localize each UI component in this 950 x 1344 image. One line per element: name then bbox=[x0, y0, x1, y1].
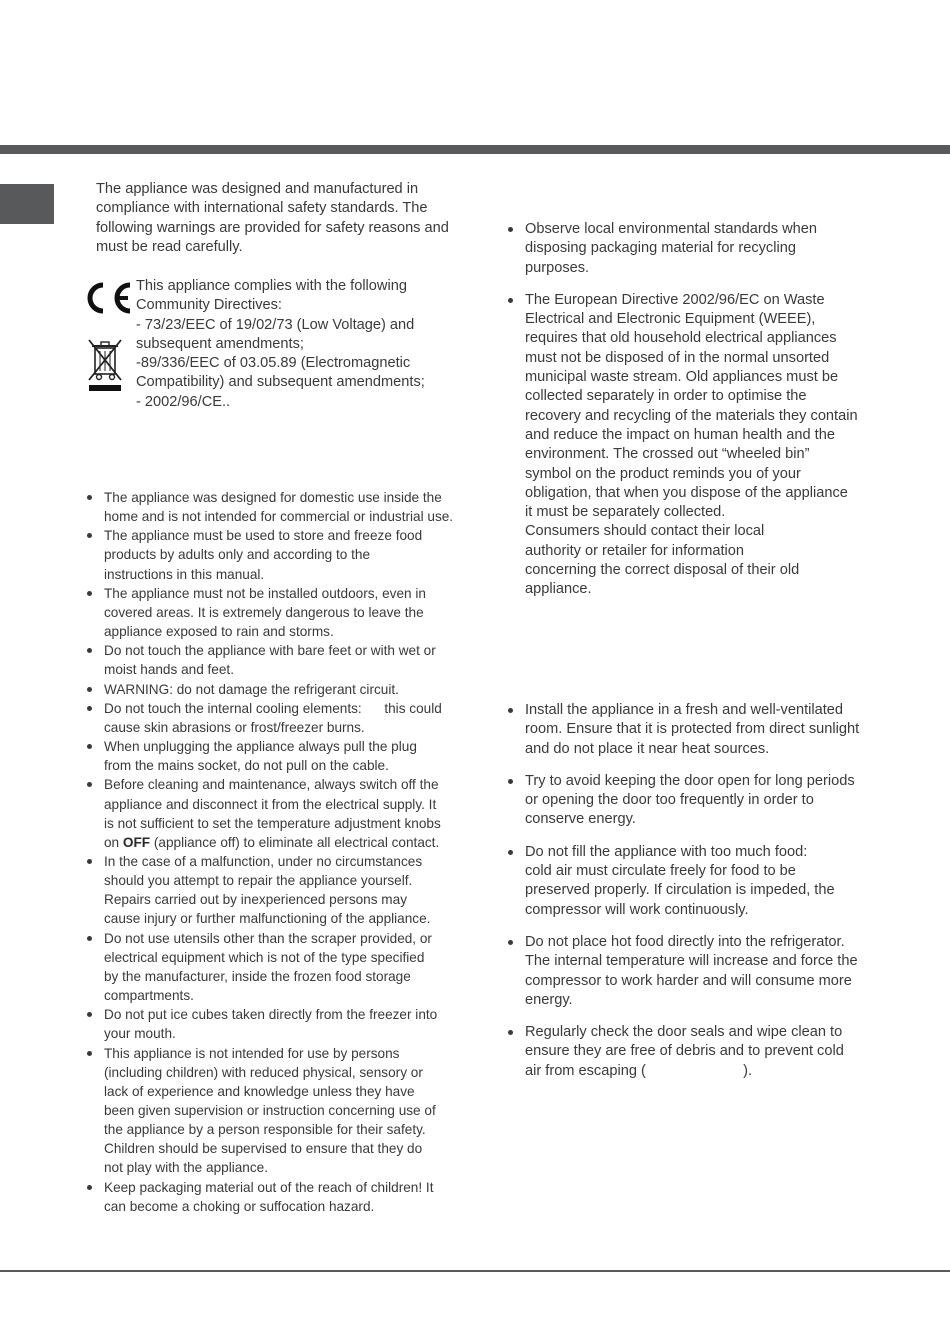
list-item: Before cleaning and maintenance, always switch off the appliance and disconnect it from the electrical supply. It is not sufficient to set the temperature adjustment knobs on OFF (appliance off) to eliminate all electrical contact. bbox=[104, 775, 476, 852]
off-label: OFF bbox=[122, 834, 151, 850]
list-item: WARNING: do not damage the refrigerant circuit. bbox=[104, 680, 476, 699]
safety-warnings-list bbox=[104, 488, 476, 1216]
list-item: Try to avoid keeping the door open for long periods or opening the door too frequently in order to conserve energy. bbox=[525, 772, 895, 830]
crossed-bin-icon bbox=[86, 336, 124, 392]
list-item: Do not put ice cubes taken directly from the freezer into your mouth. bbox=[104, 1005, 476, 1043]
list-item: This appliance is not intended for use by persons (including children) with reduced physical, sensory or lack of experience and knowledge unless they have been given supervision or instruction concerning use of the appliance by a person responsible for their safety. Children should be supervised to ensure that they do not play with the appliance. bbox=[104, 1044, 476, 1178]
list-item: Do not fill the appliance with too much food: cold air must circulate freely for food to be preserved properly. If circulation is impeded, the compressor will work continuously. bbox=[525, 843, 895, 920]
directives-text: This appliance complies with the following Community Directives: - 73/23/EEC of 19/02/73 (Low Voltage) and subsequent amendments; -89/336/EEC of 03.05.89 (Electromagnetic Compatibility) and subsequent amendments; - 2002/96/CE.. bbox=[136, 278, 425, 410]
list-item: In the case of a malfunction, under no circumstances should you attempt to repair the appliance yourself. Repairs carried out by inexperienced persons may cause injury or further malfunctioning of the appliance. bbox=[104, 852, 476, 929]
list-item: When unplugging the appliance always pull the plug from the mains socket, do not pull on the cable. bbox=[104, 737, 476, 775]
section-tab bbox=[0, 184, 54, 224]
list-item: The appliance must not be installed outdoors, even in covered areas. It is extremely dangerous to leave the appliance exposed to rain and storms. bbox=[104, 584, 476, 641]
list-item: Observe local environmental standards when disposing packaging material for recycling purposes. bbox=[525, 220, 895, 278]
list-item: Do not touch the appliance with bare feet or with wet or moist hands and feet. bbox=[104, 641, 476, 679]
list-item: Do not place hot food directly into the refrigerator. The internal temperature will increase and force the compressor to work harder and will consume more energy. bbox=[525, 933, 895, 1010]
energy-saving-list bbox=[525, 701, 895, 1081]
ce-mark-icon bbox=[84, 280, 134, 316]
off-instruction-line: on OFF (appliance off) to eliminate all electrical contact. bbox=[104, 834, 440, 850]
list-item: The appliance must be used to store and freeze food products by adults only and according to the instructions in this manual. bbox=[104, 526, 476, 583]
list-item: Keep packaging material out of the reach of children! It can become a choking or suffocation hazard. bbox=[104, 1178, 476, 1216]
bottom-rule bbox=[0, 1270, 950, 1272]
list-item: Do not touch the internal cooling elements: this could cause skin abrasions or frost/freezer burns. bbox=[104, 699, 476, 737]
intro-paragraph: The appliance was designed and manufactured in compliance with international safety standards. The following warnings are provided for safety reasons and must be read carefully. bbox=[96, 181, 449, 255]
list-item: Install the appliance in a fresh and well-ventilated room. Ensure that it is protected from direct sunlight and do not place it near heat sources. bbox=[525, 701, 895, 759]
environment-list bbox=[525, 220, 895, 600]
list-item: The European Directive 2002/96/EC on Waste Electrical and Electronic Equipment (WEEE), requires that old household electrical appliances must not be disposed of in the normal unsorted municipal waste stream. Old appliances must be collected separately in order to optimise the recovery and recycling of the materials they contain and reduce the impact on human health and the environment. The crossed out “wheeled bin” symbol on the product reminds you of your obligation, that when you dispose of the appliance it must be separately collected. Consumers should contact their local authority or retailer for information concerning the correct disposal of their old appliance. bbox=[525, 291, 895, 600]
top-rule bbox=[0, 145, 950, 154]
list-item: Regularly check the door seals and wipe clean to ensure they are free of debris and to prevent cold air from escaping ( ). bbox=[525, 1023, 895, 1081]
list-item: The appliance was designed for domestic use inside the home and is not intended for commercial or industrial use. bbox=[104, 488, 476, 526]
list-item: Do not use utensils other than the scraper provided, or electrical equipment which is not of the type specified by the manufacturer, inside the frozen food storage compartments. bbox=[104, 929, 476, 1006]
